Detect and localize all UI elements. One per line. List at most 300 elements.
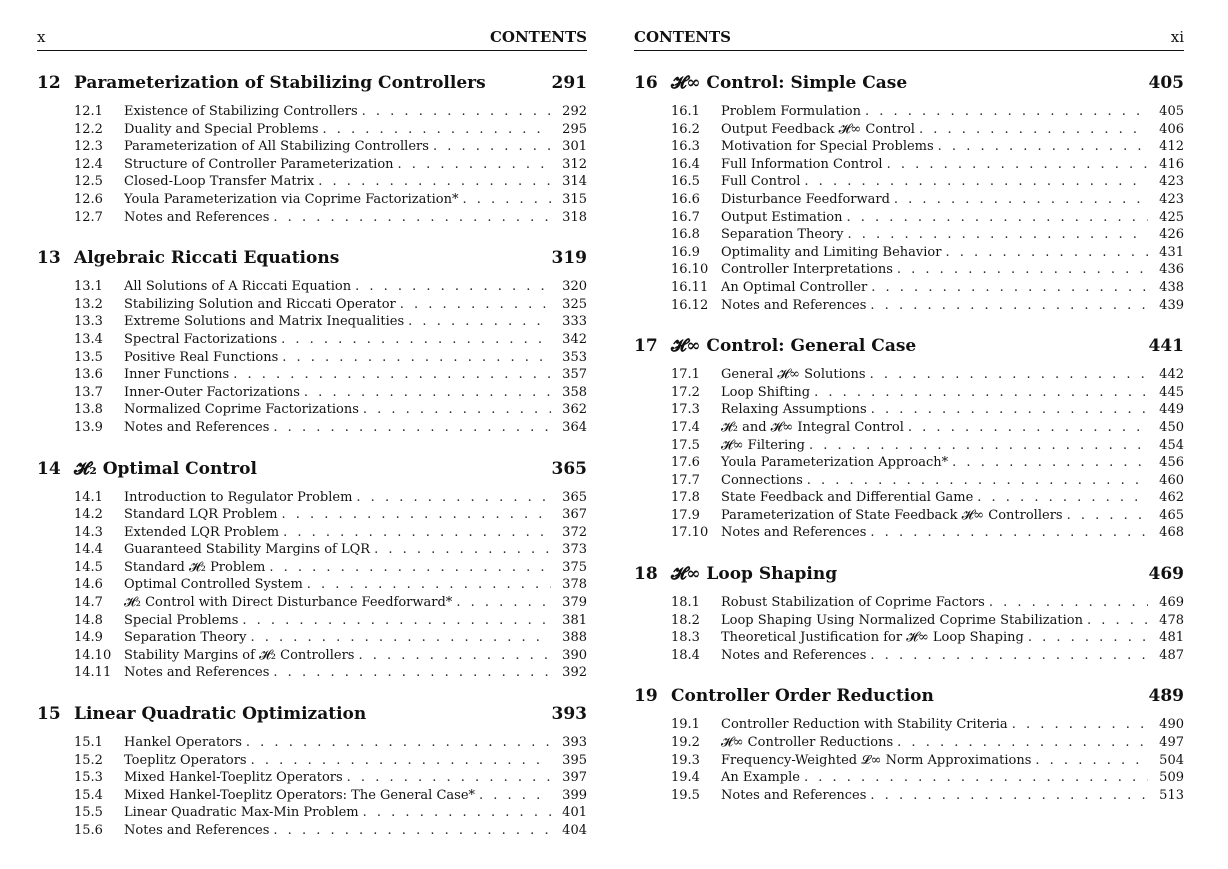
section-number: 17.6 [671,455,700,471]
section-page: 372 [562,524,587,540]
section-number: 17.2 [671,384,700,400]
section-entry[interactable] [74,156,587,174]
chapter-heading[interactable] [634,686,1184,712]
section-number: 13.2 [74,296,103,312]
section-title: Separation Theory [124,630,247,646]
section-entry[interactable] [671,209,1184,227]
dot-leader [871,279,1148,297]
section-title: Notes and References [124,419,270,435]
section-entry[interactable] [74,822,587,840]
section-number: 17.1 [671,367,700,383]
section-title: Connections [721,472,803,488]
chapter-title: Algebraic Riccati Equations [74,248,340,269]
section-page: 465 [1159,507,1184,523]
section-page: 462 [1159,490,1184,506]
section-entry[interactable] [671,507,1184,525]
dot-leader [251,752,551,770]
section-page: 393 [562,735,587,751]
section-entry[interactable] [671,752,1184,770]
section-title: Parameterization of State Feedback 𝓗∞ Controllers [721,507,1063,523]
chapter-number: 14 [37,458,61,479]
section-number: 15.6 [74,823,103,838]
section-page: 431 [1159,244,1184,260]
section-number: 14.6 [74,577,103,593]
section-title: Robust Stabilization of Coprime Factors [721,595,985,611]
section-list [37,103,587,226]
section-list [37,734,587,840]
section-title: 𝓗₂ and 𝓗∞ Integral Control [721,419,904,435]
chapter-number: 17 [634,336,658,357]
section-title: Motivation for Special Problems [721,139,934,155]
section-entry[interactable] [74,296,587,314]
section-entry[interactable] [671,524,1184,542]
section-entry[interactable] [671,594,1184,612]
section-entry[interactable] [671,384,1184,402]
section-entry[interactable] [671,769,1184,787]
section-entry[interactable] [74,209,587,227]
section-page: 362 [562,402,587,418]
section-page: 412 [1159,139,1184,155]
section-number: 12.2 [74,121,103,137]
section-entry[interactable] [74,576,587,594]
section-page: 405 [1159,104,1184,119]
section-entry[interactable] [74,559,587,577]
section-title: Parameterization of All Stabilizing Controllers [124,139,429,155]
chapter-number: 15 [37,704,61,725]
chapter-page: 405 [1148,73,1184,93]
section-entry[interactable] [671,226,1184,244]
section-entry[interactable] [671,612,1184,630]
dot-leader [1067,507,1148,525]
section-page: 509 [1159,770,1184,786]
section-title: Standard 𝓗₂ Problem [124,559,266,575]
section-number: 12.4 [74,156,103,172]
section-page: 478 [1159,612,1184,628]
section-entry[interactable] [671,472,1184,490]
dot-leader [318,173,551,191]
section-number: 13.5 [74,349,103,365]
section-title: Optimal Controlled System [124,577,303,593]
section-entry[interactable] [671,629,1184,647]
section-page: 401 [562,805,587,821]
section-title: Disturbance Feedforward [721,191,890,207]
section-number: 16.1 [671,104,700,119]
chapter-number: 13 [37,248,61,269]
dot-leader [273,209,551,227]
dot-leader [807,472,1148,490]
section-entry[interactable] [671,366,1184,384]
section-page: 504 [1159,752,1184,768]
section-number: 13.7 [74,384,103,400]
chapter-heading[interactable] [37,248,587,274]
section-entry[interactable] [74,191,587,209]
section-entry[interactable] [671,244,1184,262]
section-entry[interactable] [74,489,587,507]
section-page: 445 [1159,384,1184,400]
section-number: 14.1 [74,489,103,505]
running-head [634,28,1184,51]
chapter-heading[interactable] [37,704,587,730]
section-page: 416 [1159,156,1184,172]
section-entry[interactable] [671,419,1184,437]
section-page: 449 [1159,402,1184,418]
section-page: 404 [562,823,587,838]
chapter [37,248,587,436]
dot-leader [908,419,1148,437]
section-entry[interactable] [671,121,1184,139]
dot-leader [323,121,552,139]
dot-leader [989,594,1148,612]
chapter-heading[interactable] [37,459,587,485]
chapter-title: 𝓗₂ Optimal Control [74,458,257,479]
section-entry[interactable] [74,401,587,419]
section-title: 𝓗∞ Controller Reductions [721,735,894,751]
section-page: 378 [562,577,587,593]
section-entry[interactable] [671,437,1184,455]
dot-leader [362,103,551,121]
section-entry[interactable] [671,489,1184,507]
section-number: 17.8 [671,490,700,506]
section-entry[interactable] [671,734,1184,752]
section-title: Hankel Operators [124,735,242,751]
section-page: 318 [562,209,587,225]
section-number: 14.4 [74,542,103,558]
section-number: 15.5 [74,805,103,821]
section-title: Standard LQR Problem [124,507,278,523]
dot-leader [897,734,1148,752]
section-entry[interactable] [671,261,1184,279]
section-list [634,594,1184,664]
section-page: 436 [1159,262,1184,278]
section-number: 13.3 [74,314,103,330]
dot-leader [282,506,552,524]
chapter-heading[interactable] [37,73,587,99]
section-entry[interactable] [74,349,587,367]
dot-leader [870,787,1148,805]
dot-leader [1028,629,1148,647]
section-page: 358 [562,384,587,400]
section-entry[interactable] [74,647,587,665]
section-entry[interactable] [671,454,1184,472]
section-entry[interactable] [74,804,587,822]
chapter-page: 393 [551,704,587,725]
section-number: 14.2 [74,507,103,523]
section-number: 17.5 [671,437,700,453]
dot-leader [355,278,551,296]
section-page: 292 [562,104,587,119]
running-title: CONTENTS [634,28,732,46]
running-title: CONTENTS [489,28,587,46]
chapter-heading[interactable] [634,73,1184,99]
section-number: 12.7 [74,209,103,225]
chapter-number: 12 [37,73,61,93]
dot-leader [273,664,551,682]
dot-leader [479,787,551,805]
dot-leader [870,297,1148,315]
section-number: 16.11 [671,279,709,295]
section-entry[interactable] [74,384,587,402]
chapter-heading[interactable] [634,336,1184,362]
section-entry[interactable] [74,629,587,647]
dot-leader [1012,716,1148,734]
dot-leader [847,226,1148,244]
section-page: 450 [1159,419,1184,435]
chapter [634,564,1184,664]
section-page: 357 [562,367,587,383]
section-page: 456 [1159,455,1184,471]
section-number: 16.5 [671,174,700,190]
dot-leader [358,647,551,665]
dot-leader [804,769,1148,787]
section-number: 18.1 [671,595,700,611]
section-page: 513 [1159,787,1184,803]
section-entry[interactable] [74,173,587,191]
section-page: 381 [562,612,587,628]
section-entry[interactable] [671,716,1184,734]
section-number: 12.1 [74,104,103,119]
dot-leader [233,366,551,384]
section-title: Youla Parameterization Approach* [721,455,949,471]
section-page: 315 [562,191,587,207]
section-title: Closed-Loop Transfer Matrix [124,174,315,190]
section-title: Problem Formulation [721,104,861,119]
section-number: 13.1 [74,279,103,295]
section-page: 390 [562,647,587,663]
section-title: Existence of Stabilizing Controllers [124,104,358,119]
section-list [37,278,587,436]
section-number: 16.10 [671,262,709,278]
dot-leader [897,261,1148,279]
dot-leader [804,173,1148,191]
section-title: Notes and References [124,823,270,838]
dot-leader [363,804,551,822]
dot-leader [809,437,1148,455]
section-entry[interactable] [74,734,587,752]
section-title: Optimality and Limiting Behavior [721,244,942,260]
section-page: 367 [562,507,587,523]
dot-leader [269,559,551,577]
section-number: 15.2 [74,752,103,768]
section-title: An Optimal Controller [721,279,868,295]
dot-leader [894,191,1148,209]
section-number: 19.4 [671,770,700,786]
dot-leader [273,419,551,437]
chapter-number: 19 [634,686,658,707]
section-number: 15.3 [74,770,103,786]
chapter [634,73,1184,314]
dot-leader [814,384,1148,402]
section-number: 16.4 [671,156,700,172]
dot-leader [283,524,551,542]
chapter-page: 441 [1148,336,1184,357]
section-title: Separation Theory [721,227,844,243]
section-number: 13.8 [74,402,103,418]
section-title: Controller Reduction with Stability Criteria [721,717,1008,733]
section-page: 397 [562,770,587,786]
section-page: 373 [562,542,587,558]
section-list [37,489,587,683]
section-title: Loop Shaping Using Normalized Coprime Stabilization [721,612,1083,628]
section-page: 392 [562,665,587,681]
section-entry[interactable] [671,156,1184,174]
section-title: Normalized Coprime Factorizations [124,402,359,418]
dot-leader [374,541,551,559]
section-entry[interactable] [74,524,587,542]
page-number: x [37,28,46,46]
section-title: Notes and References [721,647,867,663]
dot-leader [347,769,551,787]
dot-leader [938,138,1148,156]
dot-leader [887,156,1148,174]
section-title: Guaranteed Stability Margins of LQR [124,542,371,558]
dot-leader [363,401,551,419]
section-entry[interactable] [671,173,1184,191]
section-title: 𝓗₂ Control with Direct Disturbance Feedforward* [124,595,453,611]
dot-leader [870,647,1148,665]
section-number: 14.7 [74,595,103,611]
section-page: 442 [1159,367,1184,383]
chapter-heading[interactable] [634,564,1184,590]
section-entry[interactable] [74,769,587,787]
section-entry[interactable] [74,594,587,612]
section-entry[interactable] [671,297,1184,315]
chapter-title: Controller Order Reduction [671,686,934,707]
section-title: Notes and References [721,297,867,313]
section-title: Structure of Controller Parameterization [124,156,394,172]
dot-leader [408,313,551,331]
section-entry[interactable] [74,612,587,630]
dot-leader [462,191,551,209]
section-page: 406 [1159,121,1184,137]
section-title: Extreme Solutions and Matrix Inequalities [124,314,405,330]
section-title: Positive Real Functions [124,349,279,365]
section-entry[interactable] [74,331,587,349]
section-number: 17.9 [671,507,700,523]
section-title: Duality and Special Problems [124,121,319,137]
section-number: 14.8 [74,612,103,628]
section-entry[interactable] [74,752,587,770]
chapter-page: 469 [1148,564,1184,585]
section-page: 325 [562,296,587,312]
section-entry[interactable] [74,138,587,156]
chapter [37,73,587,226]
section-page: 388 [562,630,587,646]
section-entry[interactable] [74,278,587,296]
section-entry[interactable] [671,787,1184,805]
section-number: 14.9 [74,630,103,646]
section-page: 342 [562,331,587,347]
section-title: 𝓗∞ Filtering [721,437,806,453]
chapter-title: 𝓗∞ Loop Shaping [671,564,838,585]
chapter [634,336,1184,542]
section-number: 14.11 [74,665,112,681]
dot-leader [246,734,551,752]
section-entry[interactable] [671,647,1184,665]
section-title: Loop Shifting [721,384,811,400]
section-title: Mixed Hankel-Toeplitz Operators: The General Case* [124,787,476,803]
section-title: Special Problems [124,612,239,628]
section-title: General 𝓗∞ Solutions [721,367,866,383]
section-page: 379 [562,595,587,611]
section-page: 395 [562,752,587,768]
section-list [634,716,1184,804]
section-page: 469 [1159,595,1184,611]
section-list [634,366,1184,542]
section-entry[interactable] [74,664,587,682]
section-number: 16.9 [671,244,700,260]
section-entry[interactable] [74,419,587,437]
section-number: 14.3 [74,524,103,540]
section-entry[interactable] [74,506,587,524]
dot-leader [273,822,551,840]
section-entry[interactable] [74,313,587,331]
section-number: 13.6 [74,367,103,383]
section-number: 12.3 [74,139,103,155]
section-entry[interactable] [671,401,1184,419]
section-title: Toeplitz Operators [124,752,247,768]
section-number: 19.3 [671,752,700,768]
chapter-title: 𝓗∞ Control: Simple Case [671,73,908,93]
section-page: 481 [1159,630,1184,646]
section-title: Stability Margins of 𝓗₂ Controllers [124,647,355,663]
section-entry[interactable] [74,787,587,805]
section-title: Notes and References [721,525,867,541]
section-title: Inner Functions [124,367,230,383]
section-entry[interactable] [74,366,587,384]
chapter-number: 16 [634,73,658,93]
section-number: 14.10 [74,647,112,663]
section-list [634,103,1184,314]
section-entry[interactable] [74,541,587,559]
section-title: Linear Quadratic Max-Min Problem [124,805,359,821]
section-number: 18.4 [671,647,700,663]
dot-leader [456,594,551,612]
section-page: 487 [1159,647,1184,663]
section-title: Output Feedback 𝓗∞ Control [721,121,915,137]
section-page: 460 [1159,472,1184,488]
dot-leader [871,401,1148,419]
section-page: 364 [562,419,587,435]
section-page: 454 [1159,437,1184,453]
section-entry[interactable] [671,103,1184,121]
section-number: 16.7 [671,209,700,225]
chapter-title: Linear Quadratic Optimization [74,704,367,725]
section-page: 439 [1159,297,1184,313]
section-entry[interactable] [671,279,1184,297]
chapter [634,686,1184,804]
section-number: 17.3 [671,402,700,418]
section-entry[interactable] [671,191,1184,209]
section-number: 18.2 [671,612,700,628]
dot-leader [242,612,551,630]
section-page: 426 [1159,227,1184,243]
section-page: 490 [1159,717,1184,733]
section-entry[interactable] [74,103,587,121]
section-entry[interactable] [74,121,587,139]
section-title: Notes and References [124,209,270,225]
section-number: 15.4 [74,787,103,803]
dot-leader [977,489,1148,507]
section-number: 16.3 [671,139,700,155]
running-head [37,28,587,51]
chapter-page: 365 [551,458,587,479]
section-entry[interactable] [671,138,1184,156]
section-page: 438 [1159,279,1184,295]
section-title: An Example [721,770,800,786]
dot-leader [870,524,1148,542]
section-title: Youla Parameterization via Coprime Factorization* [124,191,459,207]
section-page: 365 [562,489,587,505]
